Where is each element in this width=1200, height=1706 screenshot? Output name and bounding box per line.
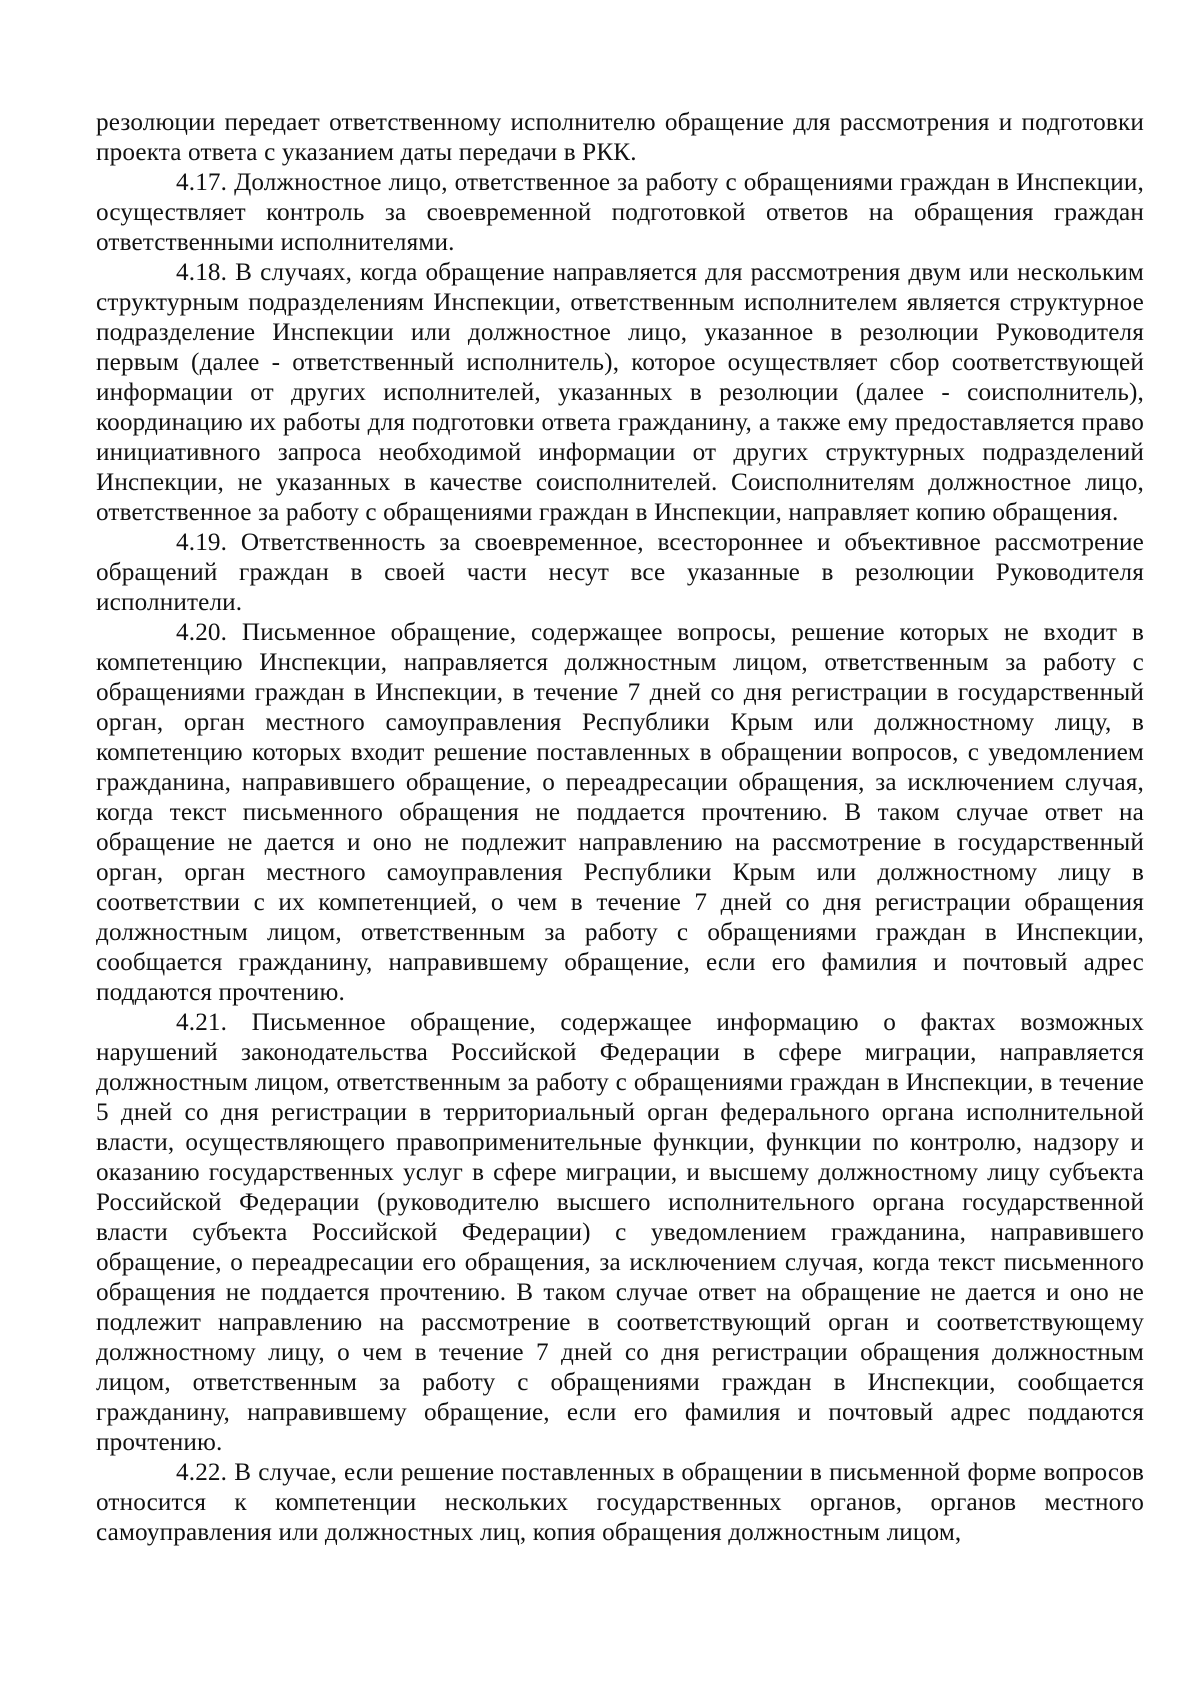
paragraph-number: 4.20. — [176, 619, 228, 646]
paragraph-4-22 — [96, 1458, 1144, 1548]
paragraph-number: 4.18. — [176, 259, 228, 286]
paragraph-text: Ответственность за своевременное, всестороннее и объективное рассмотрение обращений граждан в своей части несут все указанные в резолюции Руководителя исполнители. — [96, 529, 1144, 616]
paragraph-4-17 — [96, 168, 1144, 258]
document-page — [96, 108, 1144, 1548]
paragraph-number: 4.21. — [176, 1009, 228, 1036]
paragraph-text: В случае, если решение поставленных в обращении в письменной форме вопросов относится к компетенции нескольких государственных органов, органов местного самоуправления или должностных лиц, копия обращения должностным лицом, — [96, 1459, 1145, 1546]
paragraph-continuation — [96, 108, 1144, 168]
paragraph-4-20 — [96, 618, 1144, 1008]
paragraph-number: 4.22. — [176, 1459, 228, 1486]
paragraph-number: 4.19. — [176, 529, 228, 556]
paragraph-text: резолюции передает ответственному исполнителю обращение для рассмотрения и подготовки проекта ответа с указанием даты передачи в РКК. — [96, 109, 1144, 166]
paragraph-text: Письменное обращение, содержащее вопросы, решение которых не входит в компетенцию Инспекции, направляется должностным лицом, ответственным за работу с обращениями граждан в Инспекции, в течение 7 дней со дня регистрации в государственный орган, орган местного самоуправления Республики Крым или должностному лицу, в компетенцию которых входит решение поставленных в обращении вопросов, с уведомлением гражданина, направившего обращение, о переадресации обращения, за исключением случая, когда текст письменного обращения не поддается прочтению. В таком случае ответ на обращение не дается и оно не подлежит направлению на рассмотрение в государственный орган, орган местного самоуправления Республики Крым или должностному лицу в соответствии с их компетенцией, о чем в течение 7 дней со дня регистрации обращения должностным лицом, ответственным за работу с обращениями граждан в Инспекции, сообщается гражданину, направившему обращение, если его фамилия и почтовый адрес поддаются прочтению. — [96, 619, 1144, 1006]
paragraph-text: В случаях, когда обращение направляется для рассмотрения двум или нескольким структурным подразделениям Инспекции, ответственным исполнителем является структурное подразделение Инспекции или должностное лицо, указанное в резолюции Руководителя первым (далее - ответственный исполнитель), которое осуществляет сбор соответствующей информации от других исполнителей, указанных в резолюции (далее - соисполнитель), координацию их работы для подготовки ответа гражданину, а также ему предоставляется право инициативного запроса необходимой информации от других структурных подразделений Инспекции, не указанных в качестве соисполнителей. Соисполнителям должностное лицо, ответственное за работу с обращениями граждан в Инспекции, направляет копию обращения. — [96, 259, 1144, 526]
paragraph-4-19 — [96, 528, 1144, 618]
paragraph-number: 4.17. — [176, 169, 228, 196]
paragraph-text: Письменное обращение, содержащее информацию о фактах возможных нарушений законодательства Российской Федерации в сфере миграции, направляется должностным лицом, ответственным за работу с обращениями граждан в Инспекции, в течение 5 дней со дня регистрации в территориальный орган федерального органа исполнительной власти, осуществляющего правоприменительные функции, функции по контролю, надзору и оказанию государственных услуг в сфере миграции, и высшему должностному лицу субъекта Российской Федерации (руководителю высшего исполнительного органа государственной власти субъекта Российской Федерации) с уведомлением гражданина, направившего обращение, о переадресации его обращения, за исключением случая, когда текст письменного обращения не поддается прочтению. В таком случае ответ на обращение не дается и оно не подлежит направлению на рассмотрение в соответствующий орган и соответствующему должностному лицу, о чем в течение 7 дней со дня регистрации обращения должностным лицом, ответственным за работу с обращениями граждан в Инспекции, сообщается гражданину, направившему обращение, если его фамилия и почтовый адрес поддаются прочтению. — [96, 1009, 1144, 1456]
paragraph-4-18 — [96, 258, 1144, 528]
paragraph-text: Должностное лицо, ответственное за работу с обращениями граждан в Инспекции, осуществляет контроль за своевременной подготовкой ответов на обращения граждан ответственными исполнителями. — [96, 169, 1144, 256]
paragraph-4-21 — [96, 1008, 1144, 1458]
